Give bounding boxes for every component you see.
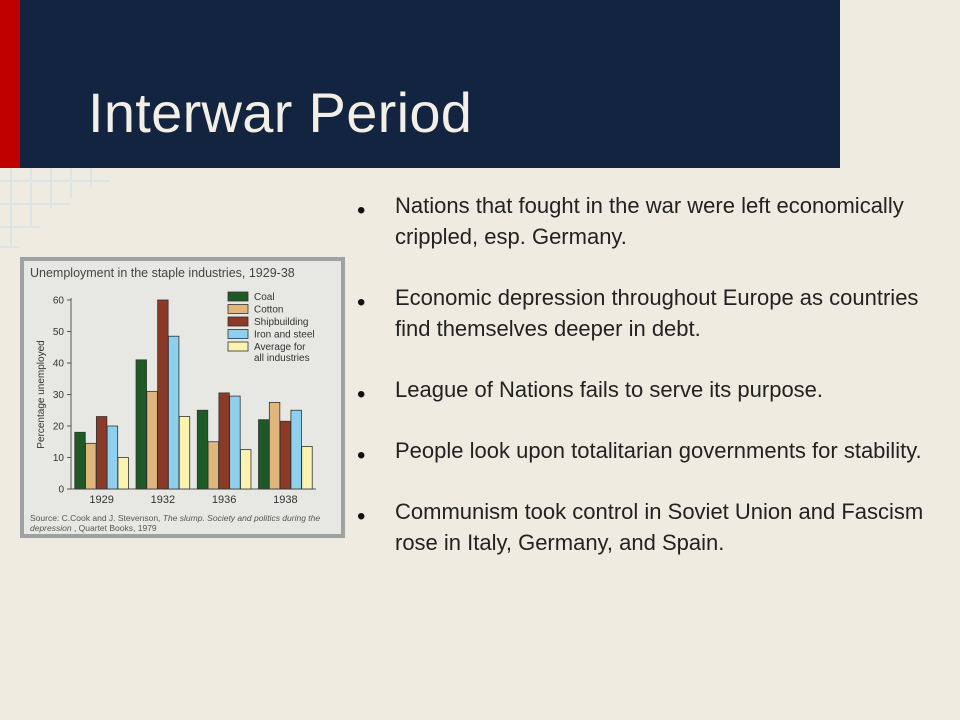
y-tick-label: 30 xyxy=(52,390,64,401)
y-tick-label: 10 xyxy=(52,453,64,464)
bar-shipbuilding-1929 xyxy=(96,417,107,489)
bullet-list xyxy=(355,190,925,588)
x-tick-label: 1932 xyxy=(150,494,176,506)
bullet-item xyxy=(355,282,925,344)
bar-shipbuilding-1932 xyxy=(158,300,169,489)
legend-label: all industries xyxy=(254,353,310,364)
chart-source: Source: C.Cook and J. Stevenson, The slump. Society and politics during the depression , Quartet Books, 1979 xyxy=(30,513,321,533)
bullet-text: Nations that fought in the war were left economically crippled, esp. Germany. xyxy=(395,193,904,249)
bar-iron-and-steel-1932 xyxy=(168,336,179,489)
y-tick-label: 60 xyxy=(52,295,64,307)
bullet-text: People look upon totalitarian governments for stability. xyxy=(395,438,922,463)
legend-label: Coal xyxy=(254,292,275,303)
bullet-item xyxy=(355,374,925,408)
bullet-item xyxy=(355,190,925,252)
bar-cotton-1929 xyxy=(86,443,97,489)
legend-swatch xyxy=(228,305,248,314)
legend-label: Iron and steel xyxy=(254,329,315,341)
bar-chart xyxy=(24,261,341,534)
x-tick-label: 1929 xyxy=(89,494,114,506)
bar-average-for-all-industries-1938 xyxy=(302,446,313,489)
legend-label: Cotton xyxy=(254,304,284,316)
bullet-text: Economic depression throughout Europe as countries find themselves deeper in debt. xyxy=(395,285,919,341)
bar-average-for-all-industries-1929 xyxy=(118,458,129,490)
bullet-dot: • xyxy=(357,442,366,469)
bullet-item xyxy=(355,435,925,469)
bar-average-for-all-industries-1936 xyxy=(240,450,251,489)
bullet-item xyxy=(355,496,925,558)
x-tick-label: 1936 xyxy=(211,494,237,506)
bar-average-for-all-industries-1932 xyxy=(179,417,190,489)
legend-label: Shipbuilding xyxy=(254,317,309,328)
bar-cotton-1938 xyxy=(269,402,280,489)
bar-coal-1936 xyxy=(197,410,208,489)
legend-swatch xyxy=(228,330,248,339)
legend-swatch xyxy=(228,317,248,326)
y-tick-label: 50 xyxy=(52,327,64,338)
bar-cotton-1932 xyxy=(147,391,158,489)
bar-shipbuilding-1938 xyxy=(280,421,291,489)
chart-title: Unemployment in the staple industries, 1929-38 xyxy=(30,266,295,280)
bullet-text: Communism took control in Soviet Union and Fascism rose in Italy, Germany, and Spain. xyxy=(395,499,924,555)
bar-iron-and-steel-1938 xyxy=(291,410,302,489)
y-tick-label: 20 xyxy=(52,421,64,433)
bullet-dot: • xyxy=(357,197,366,224)
legend-label: Average for xyxy=(254,342,306,353)
y-tick-label: 0 xyxy=(58,484,64,496)
bar-iron-and-steel-1936 xyxy=(230,396,241,489)
legend-swatch xyxy=(228,292,248,301)
bar-coal-1929 xyxy=(75,432,86,489)
chart-frame xyxy=(20,257,345,538)
chart-panel xyxy=(24,261,341,534)
bar-cotton-1936 xyxy=(208,442,219,489)
bullet-text: League of Nations fails to serve its purpose. xyxy=(395,377,824,402)
y-tick-label: 40 xyxy=(52,358,64,370)
y-axis-label: Percentage unemployed xyxy=(36,340,47,449)
decorative-grid xyxy=(0,168,120,258)
bullet-dot: • xyxy=(357,289,366,316)
bullet-dot: • xyxy=(357,503,366,530)
accent-strip xyxy=(0,0,20,168)
bullet-dot: • xyxy=(357,381,366,408)
bar-shipbuilding-1936 xyxy=(219,393,230,489)
bar-iron-and-steel-1929 xyxy=(107,426,118,489)
x-tick-label: 1938 xyxy=(273,494,298,506)
bar-coal-1932 xyxy=(136,360,147,489)
bar-coal-1938 xyxy=(259,420,270,489)
legend-swatch xyxy=(228,342,248,351)
slide-title: Interwar Period xyxy=(88,81,473,144)
